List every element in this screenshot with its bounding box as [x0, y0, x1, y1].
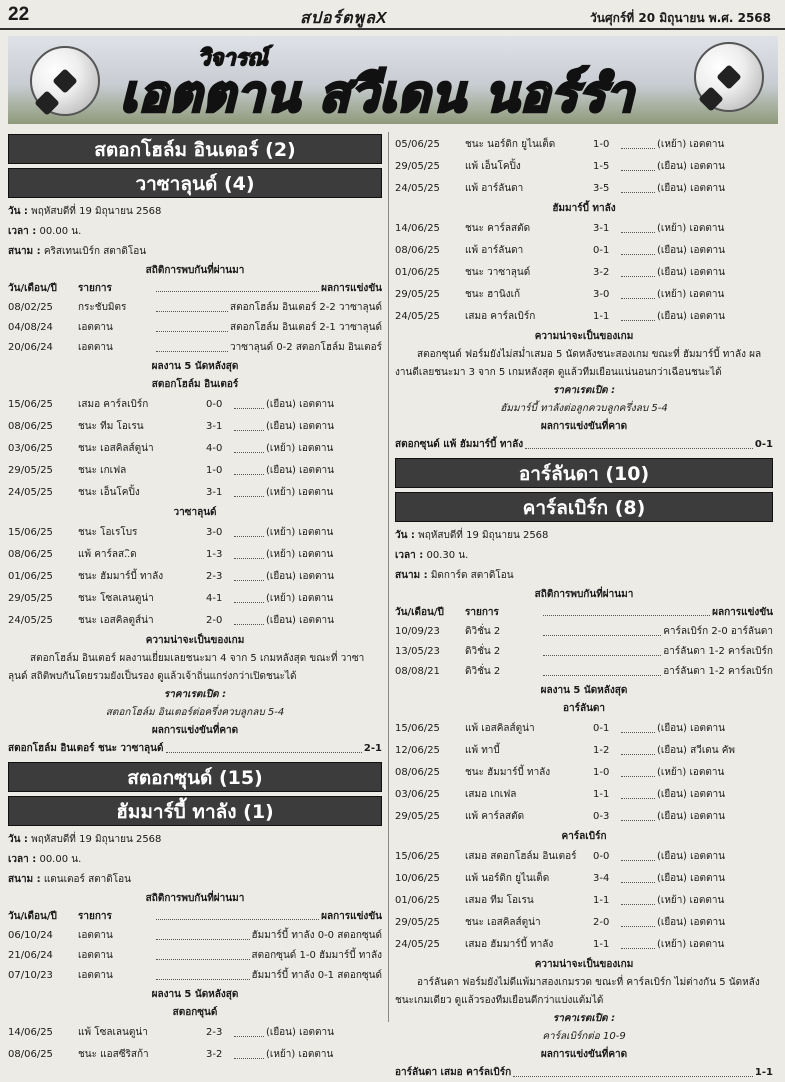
h2h-header: วัน/เดือน/ปี รายการ ผลการแข่งขัน	[8, 280, 382, 298]
analysis-title: ความน่าจะเป็นของเกม	[534, 959, 634, 970]
h2h-row: 07/10/23 เอตตาน ฮัมมาร์บี้ ทาลัง 0-1 สตอกซุนด์	[8, 966, 382, 986]
form-row: 01/06/25 ชนะ ฮัมมาร์บี้ ทาลัง 2-3 (เยือน) เอตตาน	[8, 566, 382, 588]
column-divider	[388, 132, 389, 1022]
analysis-text: สตอกซุนด์ ฟอร์มยังไม่สม่ำเสมอ 5 นัดหลังชนะสองเกม ขณะที่ ฮัมมาร์บี้ ทาลัง ผลงานดีเลยชนะมา 3 จาก 5 เกมหลังสุด ดูแล้วทีมเยือนแน่นอนกว่าเฉือนชนะได้	[395, 349, 762, 378]
home-team-bar: สตอกซุนด์ (15)	[8, 762, 382, 792]
form-row: 03/06/25 ชนะ เอสคิลส์ตูน่า 4-0 (เหย้า) เอตตาน	[8, 438, 382, 460]
home-form-title: อาร์ลันดา	[562, 703, 606, 714]
match-day: วัน : พฤหัสบดีที่ 19 มิถุนายน 2568	[8, 834, 162, 845]
prediction-title: ผลการแข่งขันที่คาด	[151, 725, 239, 736]
form-row: 14/06/25 ชนะ คาร์ลสตัด 3-1 (เหย้า) เอตตาน	[395, 218, 773, 240]
page-number: 22	[8, 4, 30, 25]
h2h-list	[395, 622, 773, 682]
away-form-title: วาซาลุนด์	[173, 507, 217, 518]
h2h-row: 08/08/21 ดิวิชั่น 2 อาร์ลันดา 1-2 คาร์ลเบิร์ก	[395, 662, 773, 682]
h2h-row: 21/06/24 เอตตาน สตอกซุนด์ 1-0 ฮัมมาร์บี้ ทาลัง	[8, 946, 382, 966]
odds-text: คาร์ลเบิร์กต่อ 10-9	[542, 1031, 626, 1042]
away-team-bar: ฮัมมาร์บี้ ทาลัง (1)	[8, 796, 382, 826]
form-row: 01/06/25 ชนะ วาซาลุนด์ 3-2 (เยือน) เอตตาน	[395, 262, 773, 284]
form-row: 12/06/25 แพ้ ทาบี้ 1-2 (เยือน) สวีเดน คัพ	[395, 740, 773, 762]
prediction-title: ผลการแข่งขันที่คาด	[540, 1049, 628, 1060]
away-form-title: ฮัมมาร์บี้ ทาลัง	[552, 203, 616, 214]
form-title: ผลงาน 5 นัดหลังสุด	[151, 989, 239, 1000]
match-venue: สนาม : แดนเตอร์ สตาดิโอน	[8, 874, 131, 885]
prediction: สตอกซุนด์ แพ้ ฮัมมาร์บี้ ทาลัง 0-1	[395, 436, 773, 454]
away-form-list	[395, 846, 773, 956]
h2h-list	[8, 298, 382, 358]
form-row: 08/06/25 แพ้ คาร์ลส..ิด 1-3 (เหย้า) เอตตาน	[8, 544, 382, 566]
form-row: 29/05/25 ชนะ ฮานิงเก้ 3-0 (เหย้า) เอตตาน	[395, 284, 773, 306]
form-row: 15/06/25 แพ้ เอสคิลส์ตูน่า 0-1 (เยือน) เอตตาน	[395, 718, 773, 740]
form-title: ผลงาน 5 นัดหลังสุด	[151, 361, 239, 372]
form-title: ผลงาน 5 นัดหลังสุด	[540, 685, 628, 696]
analysis-title: ความน่าจะเป็นของเกม	[145, 635, 245, 646]
left-column	[8, 134, 382, 1066]
form-row: 05/06/25 ชนะ นอร์ดิก ยูไนเต็ด 1-0 (เหย้า) เอตตาน	[395, 134, 773, 156]
match-time: เวลา : 00.00 น.	[8, 226, 82, 237]
h2h-row: 06/10/24 เอตตาน ฮัมมาร์บี้ ทาลัง 0-0 สตอกซุนด์	[8, 926, 382, 946]
banner-title: เอตตาน สวีเดน นอร์รำ	[120, 65, 635, 123]
prediction-title: ผลการแข่งขันที่คาด	[540, 421, 628, 432]
match-time: เวลา : 00.00 น.	[8, 854, 82, 865]
form-row: 29/05/25 ชนะ โซลเลนตูน่า 4-1 (เหย้า) เอตตาน	[8, 588, 382, 610]
brand-logo: สปอร์ตพูลX	[300, 10, 388, 27]
form-row: 08/06/25 ชนะ ฮัมมาร์บี้ ทาลัง 1-0 (เหย้า) เอตตาน	[395, 762, 773, 784]
odds-text: ฮัมมาร์บี้ ทาลังต่อลูกควบลูกครึ่งลบ 5-4	[500, 403, 668, 414]
odds-text: สตอกโฮล์ม อินเตอร์ต่อครึ่งควบลูกลบ 5-4	[105, 707, 285, 718]
form-row: 10/06/25 แพ้ นอร์ดิก ยูไนเต็ด 3-4 (เยือน) เอตตาน	[395, 868, 773, 890]
form-row: 14/06/25 แพ้ โซลเลนตูน่า 2-3 (เยือน) เอตตาน	[8, 1022, 382, 1044]
soccer-ball-icon	[694, 42, 764, 112]
home-form-list	[395, 718, 773, 828]
form-row: 15/06/25 เสมอ คาร์ลเบิร์ก 0-0 (เยือน) เอตตาน	[8, 394, 382, 416]
form-row: 29/05/25 แพ้ เอ็นโคปิ้ง 1-5 (เยือน) เอตตาน	[395, 156, 773, 178]
form-row: 24/05/25 ชนะ เอสคิลตูส์น่า 2-0 (เยือน) เอตตาน	[8, 610, 382, 632]
form-row: 08/06/25 ชนะ ทีม โอเรน 3-1 (เยือน) เอตตาน	[8, 416, 382, 438]
home-form-list	[8, 394, 382, 504]
match-day: วัน : พฤหัสบดีที่ 19 มิถุนายน 2568	[395, 530, 549, 541]
page-header	[0, 0, 785, 30]
h2h-title: สถิติการพบกันที่ผ่านมา	[534, 589, 634, 600]
form-row: 08/06/25 ชนะ แอสซีริสก้า 3-2 (เหย้า) เอตตาน	[8, 1044, 382, 1066]
h2h-list	[8, 926, 382, 986]
home-form-list-continued	[395, 134, 773, 200]
match-venue: สนาม : มิดการ์ด สตาดิโอน	[395, 570, 514, 581]
banner-subtitle: วิจารณ์	[198, 45, 268, 70]
h2h-title: สถิติการพบกันที่ผ่านมา	[145, 265, 245, 276]
prediction: สตอกโฮล์ม อินเตอร์ ชนะ วาซาลุนด์ 2-1	[8, 740, 382, 758]
match-day: วัน : พฤหัสบดีที่ 19 มิถุนายน 2568	[8, 206, 162, 217]
form-row: 24/05/25 ชนะ เอ็นโคปิ้ง 3-1 (เหย้า) เอตตาน	[8, 482, 382, 504]
h2h-row: 08/02/25 กระชับมิตร สตอกโฮล์ม อินเตอร์ 2-2 วาซาลุนด์	[8, 298, 382, 318]
h2h-row: 13/05/23 ดิวิชั่น 2 อาร์ลันดา 1-2 คาร์ลเบิร์ก	[395, 642, 773, 662]
form-row: 29/05/25 ชนะ เอสคิลส์ตูน่า 2-0 (เยือน) เอตตาน	[395, 912, 773, 934]
match-venue: สนาม : คริสเทนเบิร์ก สตาดิโอน	[8, 246, 147, 257]
right-column	[395, 134, 773, 1082]
soccer-ball-icon	[30, 46, 100, 116]
match-time: เวลา : 00.30 น.	[395, 550, 469, 561]
h2h-row: 10/09/23 ดิวิชั่น 2 คาร์ลเบิร์ก 2-0 อาร์ลันดา	[395, 622, 773, 642]
analysis-title: ความน่าจะเป็นของเกม	[534, 331, 634, 342]
home-form-title: สตอกซุนด์	[172, 1007, 218, 1018]
form-row: 24/05/25 เสมอ คาร์ลเบิร์ก 1-1 (เยือน) เอตตาน	[395, 306, 773, 328]
form-row: 24/05/25 แพ้ อาร์ลันดา 3-5 (เยือน) เอตตาน	[395, 178, 773, 200]
analysis-text: สตอกโฮล์ม อินเตอร์ ผลงานเยี่ยมเลยชนะมา 4 จาก 5 เกมหลังสุด ขณะที่ วาซาลุนด์ สถิติพบกันโดยรวมยังเป็นรอง ดูแล้วเจ้าถิ่นแกร่งกว่าเปิดชนะได้	[8, 653, 365, 682]
away-form-title: คาร์ลเบิร์ก	[561, 831, 607, 842]
away-team-bar: วาซาลุนด์ (4)	[8, 168, 382, 198]
h2h-title: สถิติการพบกันที่ผ่านมา	[145, 893, 245, 904]
away-team-bar: คาร์ลเบิร์ก (8)	[395, 492, 773, 522]
home-form-list	[8, 1022, 382, 1066]
odds-title: ราคาเรตเปิด :	[552, 1013, 616, 1024]
h2h-row: 04/08/24 เอตตาน สตอกโฮล์ม อินเตอร์ 2-1 วาซาลุนด์	[8, 318, 382, 338]
form-row: 29/05/25 แพ้ คาร์ลสตัด 0-3 (เยือน) เอตตาน	[395, 806, 773, 828]
home-team-bar: สตอกโฮล์ม อินเตอร์ (2)	[8, 134, 382, 164]
h2h-header: วัน/เดือน/ปี รายการ ผลการแข่งขัน	[8, 908, 382, 926]
form-row: 24/05/25 เสมอ ฮัมมาร์บี้ ทาลัง 1-1 (เหย้า) เอตตาน	[395, 934, 773, 956]
form-row: 29/05/25 ชนะ เกเฟล 1-0 (เยือน) เอตตาน	[8, 460, 382, 482]
section-banner	[8, 36, 778, 124]
h2h-header: วัน/เดือน/ปี รายการ ผลการแข่งขัน	[395, 604, 773, 622]
form-row: 15/06/25 เสมอ สตอกโฮล์ม อินเตอร์ 0-0 (เยือน) เอตตาน	[395, 846, 773, 868]
away-form-list	[8, 522, 382, 632]
form-row: 08/06/25 แพ้ อาร์ลันดา 0-1 (เยือน) เอตตาน	[395, 240, 773, 262]
form-row: 03/06/25 เสมอ เกเฟล 1-1 (เยือน) เอตตาน	[395, 784, 773, 806]
home-team-bar: อาร์ลันดา (10)	[395, 458, 773, 488]
analysis-text: อาร์ลันดา ฟอร์มยังไม่ดีแพ้มาสองเกมรวด ขณะที่ คาร์ลเบิร์ก ไม่ต่างกัน 5 นัดหลังชนะเกมเดียว ดูแล้วรองทีมเยือนดีกว่าแบ่งแต้มได้	[395, 977, 760, 1006]
away-form-list	[395, 218, 773, 328]
form-row: 01/06/25 เสมอ ทีม โอเรน 1-1 (เหย้า) เอตตาน	[395, 890, 773, 912]
odds-title: ราคาเรตเปิด :	[552, 385, 616, 396]
h2h-row: 20/06/24 เอตตาน วาซาลุนด์ 0-2 สตอกโฮล์ม อินเตอร์	[8, 338, 382, 358]
issue-date: วันศุกร์ที่ 20 มิถุนายน พ.ศ. 2568	[590, 11, 771, 25]
prediction: อาร์ลันดา เสมอ คาร์ลเบิร์ก 1-1	[395, 1064, 773, 1082]
form-row: 15/06/25 ชนะ โอเรโบร 3-0 (เหย้า) เอตตาน	[8, 522, 382, 544]
home-form-title: สตอกโฮล์ม อินเตอร์	[151, 379, 239, 390]
odds-title: ราคาเรตเปิด :	[163, 689, 227, 700]
